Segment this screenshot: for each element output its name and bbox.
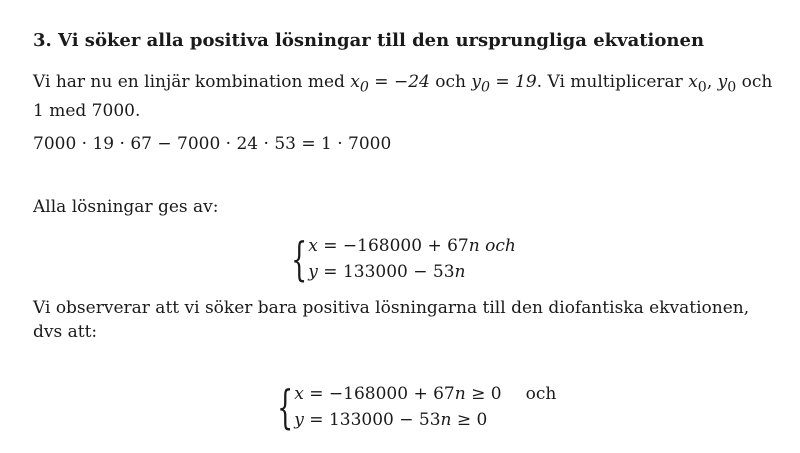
y0-subscript: 0 <box>480 79 490 96</box>
multiplied-equation: 7000 · 19 · 67 − 7000 · 24 · 53 = 1 · 7000 <box>33 134 392 154</box>
y0-value: = 19 <box>489 72 537 92</box>
x0-symbol: x <box>350 72 360 92</box>
intro-text-och: och <box>429 72 472 92</box>
section-heading: 3. Vi söker alla positiva lösningar till den ursprungliga ekvationen <box>33 30 705 51</box>
positivity-system <box>264 381 556 433</box>
ge-zero-1: ≥ 0 <box>465 384 502 404</box>
system1-line-y <box>308 259 516 285</box>
expr-y: = 133000 − 53 <box>317 262 455 282</box>
y0-subscript-2: 0 <box>727 79 737 96</box>
intro-line-1 <box>33 70 773 99</box>
expr-y-2: = 133000 − 53 <box>303 410 441 430</box>
var-n-4: n <box>440 410 452 430</box>
expr-x: = −168000 + 67 <box>317 236 469 256</box>
intro-line-2: 1 med 7000. <box>33 101 141 122</box>
system1-line-x <box>308 233 516 259</box>
ge-zero-2: ≥ 0 <box>451 410 488 430</box>
x0-symbol-2: x <box>688 72 698 92</box>
var-x: x <box>308 236 318 256</box>
var-y-2: y <box>294 410 304 430</box>
var-n-2: n <box>454 262 466 282</box>
left-brace-1: { <box>291 232 308 286</box>
intro-text-multiply: . Vi multiplicerar <box>536 72 689 92</box>
solution-system <box>278 233 516 285</box>
x0-value: = −24 <box>368 72 430 92</box>
och-word: och <box>479 236 516 256</box>
var-y: y <box>308 262 318 282</box>
var-n-3: n <box>454 384 466 404</box>
system2-line-x <box>294 381 556 407</box>
intro-comma: , <box>706 72 718 92</box>
intro-paragraph <box>33 70 773 123</box>
x0-subscript: 0 <box>359 79 369 96</box>
left-brace-2: { <box>277 380 294 434</box>
var-x-2: x <box>294 384 304 404</box>
x0-subscript-2: 0 <box>697 79 707 96</box>
intro-text-end: och <box>736 72 773 92</box>
var-n: n <box>468 236 480 256</box>
expr-x-2: = −168000 + 67 <box>303 384 455 404</box>
y0-symbol: y <box>471 72 481 92</box>
y0-symbol-2: y <box>717 72 728 92</box>
och-word-2: och <box>525 384 557 404</box>
all-solutions-label: Alla lösningar ges av: <box>33 197 219 217</box>
intro-text: Vi har nu en linjär kombination med <box>33 72 351 92</box>
observation-paragraph: Vi observerar att vi söker bara positiva lösningarna till den diofantiska ekvationen, dvs att: <box>33 298 750 342</box>
system2-line-y <box>294 407 556 433</box>
